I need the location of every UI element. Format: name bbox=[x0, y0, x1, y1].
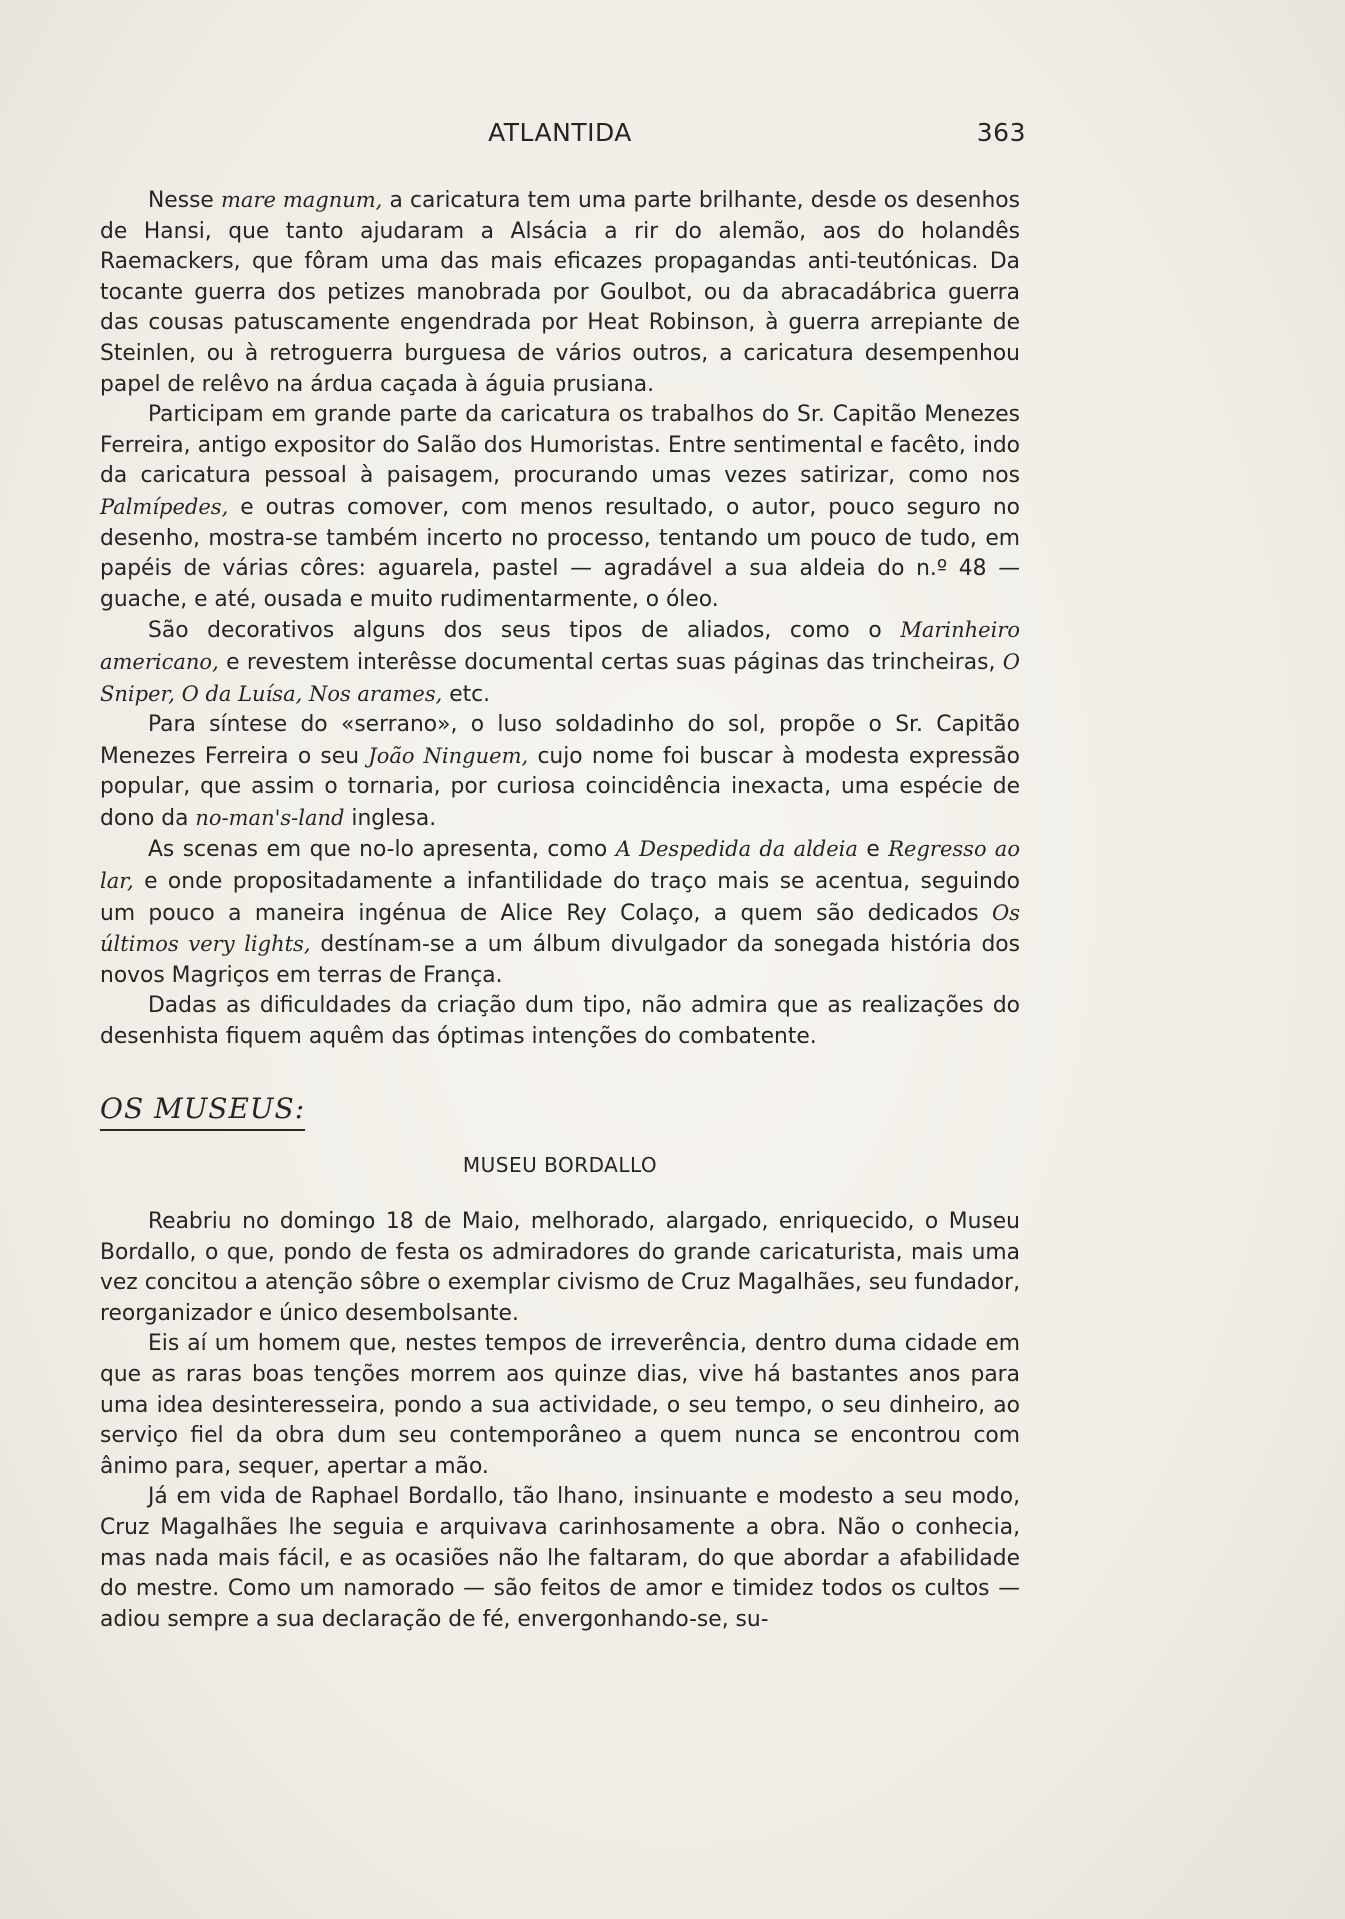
text-run: Já em vida de Raphael Bordallo, tão lhano, insinuante e modesto a seu modo, Cruz Magalhães lhe seguia e arquivava carinhosamente a obra. Não o conhecia, mas nada mais fácil, e as ocasiões não lhe faltaram, do que abordar a afabilidade do mestre. Como um namorado — são feitos de amor e timidez todos os cultos — adiou sempre a sua declaração de fé, envergonhando-se, su- bbox=[100, 1484, 1020, 1632]
paragraph bbox=[100, 1207, 1020, 1329]
running-head bbox=[100, 118, 1026, 150]
journal-title: ATLANTIDA bbox=[488, 118, 632, 147]
italic-title: Marinheiro americano, bbox=[100, 618, 1020, 674]
subheading: MUSEU BORDALLO bbox=[462, 1153, 658, 1177]
italic-title: Palmípedes, bbox=[100, 494, 229, 519]
text-run: etc. bbox=[442, 681, 491, 707]
text-run: e revestem interêsse documental certas suas páginas das trincheiras, bbox=[218, 649, 1003, 675]
italic-title: no-man's-land bbox=[195, 805, 345, 830]
italic-title: Os últimos very lights, bbox=[100, 900, 1020, 957]
text-run: Para síntese do «serrano», o luso soldadinho do sol, propõe o Sr. Capitão Menezes Ferreira o seu bbox=[100, 712, 1020, 769]
paragraph bbox=[100, 400, 1020, 615]
paragraph bbox=[100, 1329, 1020, 1482]
italic-title: Regresso ao lar, bbox=[100, 837, 1020, 894]
paragraph bbox=[100, 1482, 1020, 1635]
section-title: OS MUSEUS: bbox=[100, 1092, 305, 1131]
article-text-caricatura bbox=[100, 185, 1020, 1053]
paragraph bbox=[100, 991, 1020, 1052]
text-run: e onde propositadamente a infantilidade do traço mais se acentua, seguindo um pouco a maneira ingénua de Alice Rey Colaço, a quem são dedicados bbox=[100, 869, 1020, 926]
text-run: destínam-se a um álbum divulgador da sonegada história dos novos Magriços em terras de França. bbox=[100, 932, 1020, 988]
paragraph bbox=[100, 185, 1020, 400]
text-run: Participam em grande parte da caricatura os trabalhos do Sr. Capitão Menezes Ferreira, antigo expositor do Salão dos Humoristas. Entre sentimental e facêto, indo da caricatura pessoal à paisagem, procurando umas vezes satirizar, como nos bbox=[100, 402, 1020, 489]
text-run: Reabriu no domingo 18 de Maio, melhorado, alargado, enriquecido, o Museu Bordallo, o que, pondo de festa os admiradores do grande caricaturista, mais uma vez concitou a atenção sôbre o exemplar civismo de Cruz Magalhães, seu fundador, reorganizador e único desembolsante. bbox=[100, 1209, 1020, 1326]
italic-title: mare magnum, bbox=[221, 188, 383, 212]
text-run: Nesse bbox=[148, 188, 222, 213]
text-run: e outras comover, com menos resultado, o autor, pouco seguro no desenho, mostra-se também incerto no processo, tentando um pouco de tudo, em papéis de várias côres: aguarela, pastel — agradável a sua aldeia do n.º 48 — guache, e até, ousada e muito rudimentarmente, o óleo. bbox=[100, 494, 1020, 612]
italic-title: João Ninguem, bbox=[368, 743, 529, 768]
page-number: 363 bbox=[976, 118, 1026, 147]
text-run: São decorativos alguns dos seus tipos de aliados, como o bbox=[148, 618, 901, 644]
paragraph bbox=[100, 710, 1020, 834]
text-run: inglesa. bbox=[344, 805, 437, 831]
paragraph bbox=[100, 615, 1020, 710]
paragraph bbox=[100, 834, 1020, 991]
italic-title: A Despedida da aldeia bbox=[615, 837, 858, 862]
text-run: Dadas as dificuldades da criação dum tipo, não admira que as realizações do desenhista fiquem aquêm das óptimas intenções do combatente. bbox=[100, 993, 1020, 1050]
text-run: e bbox=[857, 837, 889, 863]
text-run: cujo nome foi buscar à modesta expressão popular, que assim o tornaria, por curiosa coincidência inexacta, uma espécie de dono da bbox=[100, 743, 1020, 831]
text-run: Eis aí um homem que, nestes tempos de irreverência, dentro duma cidade em que as raras boas tenções morrem aos quinze dias, vive há bastantes anos para uma idea desinteresseira, pondo a sua actividade, o seu tempo, o seu dinheiro, ao serviço fiel da obra dum seu contemporâneo a quem nunca se encontrou com ânimo para, sequer, apertar a mão. bbox=[100, 1331, 1020, 1479]
text-run: a caricatura tem uma parte brilhante, desde os desenhos de Hansi, que tanto ajudaram a Alsácia a rir do alemão, aos do holandês Raemackers, que fôram uma das mais eficazes propagandas anti-teutónicas. Da tocante guerra dos petizes manobrada por Goulbot, ou da abracadábrica guerra das cousas patuscamente engendrada por Heat Robinson, à guerra arrepiante de Steinlen, ou à retroguerra burguesa de vários outros, a caricatura desempenhou papel de relêvo na árdua caçada à águia prusiana. bbox=[100, 188, 1020, 397]
article-text-museu bbox=[100, 1207, 1020, 1635]
italic-title: O Sniper, O da Luísa, Nos arames, bbox=[100, 649, 1020, 706]
text-run: As scenas em que no-lo apresenta, como bbox=[148, 837, 616, 863]
